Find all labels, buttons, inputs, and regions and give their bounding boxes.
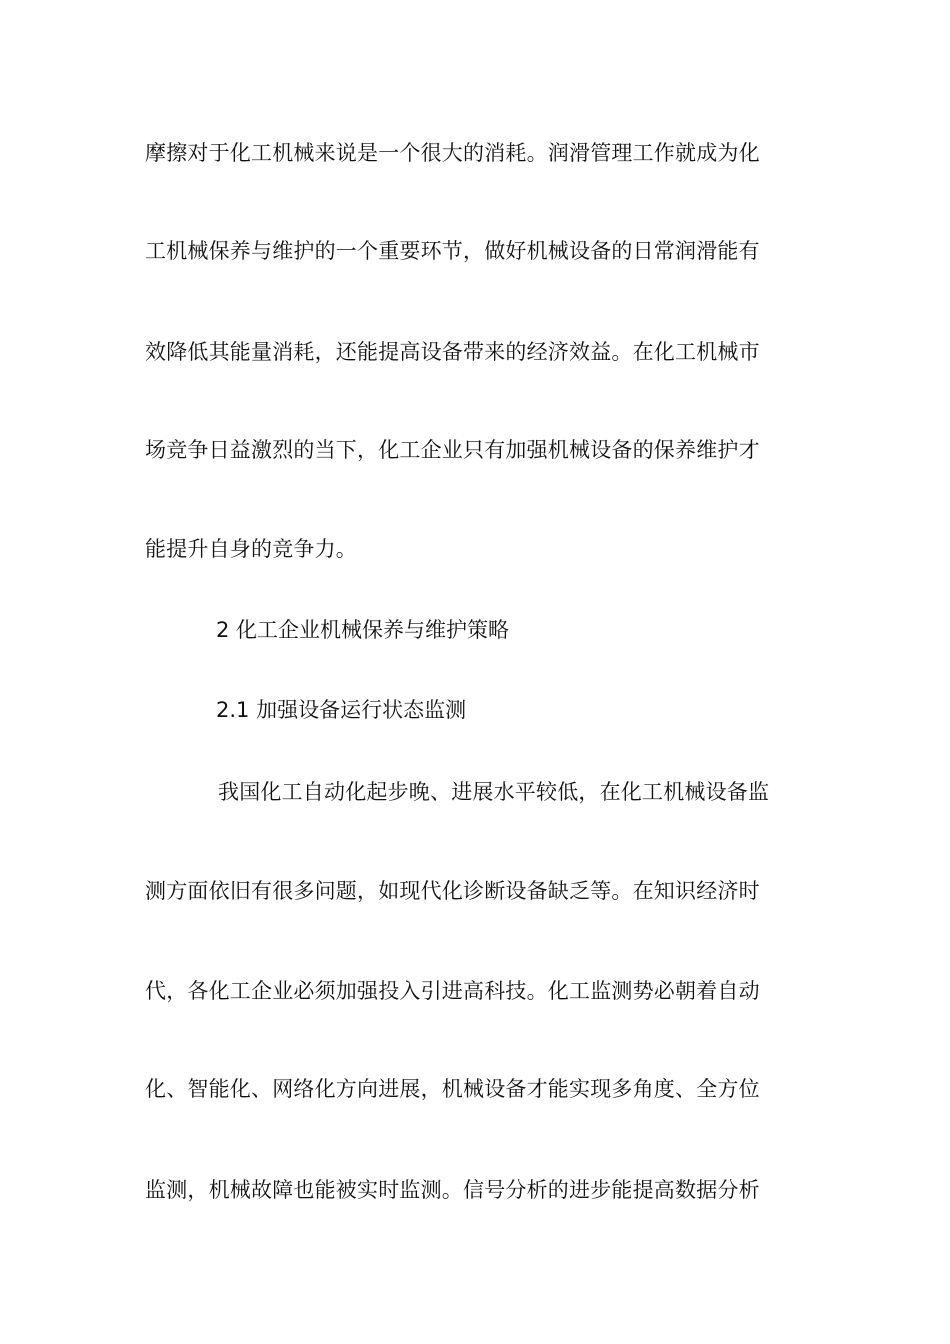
subsection-heading: 2.1 加强设备运行状态监测 (216, 698, 467, 722)
paragraph-line: 效降低其能量消耗，还能提高设备带来的经济效益。在化工机械市 (145, 340, 760, 364)
paragraph-line: 我国化工自动化起步晚、进展水平较低，在化工机械设备监 (218, 780, 770, 804)
paragraph-line: 测方面依旧有很多问题，如现代化诊断设备缺乏等。在知识经济时 (145, 879, 760, 903)
section-heading: 2 化工企业机械保养与维护策略 (216, 618, 510, 642)
paragraph-line: 化、智能化、网络化方向进展，机械设备才能实现多角度、全方位 (145, 1077, 760, 1101)
paragraph-line: 能提升自身的竞争力。 (145, 537, 357, 561)
paragraph-line: 工机械保养与维护的一个重要环节，做好机械设备的日常润滑能有 (145, 239, 760, 263)
paragraph-line: 代，各化工企业必须加强投入引进高科技。化工监测势必朝着自动 (145, 979, 760, 1003)
paragraph-line: 场竞争日益激烈的当下，化工企业只有加强机械设备的保养维护才 (145, 438, 760, 462)
paragraph-line: 监测，机械故障也能被实时监测。信号分析的进步能提高数据分析 (145, 1178, 760, 1202)
paragraph-line: 摩擦对于化工机械来说是一个很大的消耗。润滑管理工作就成为化 (145, 141, 760, 165)
